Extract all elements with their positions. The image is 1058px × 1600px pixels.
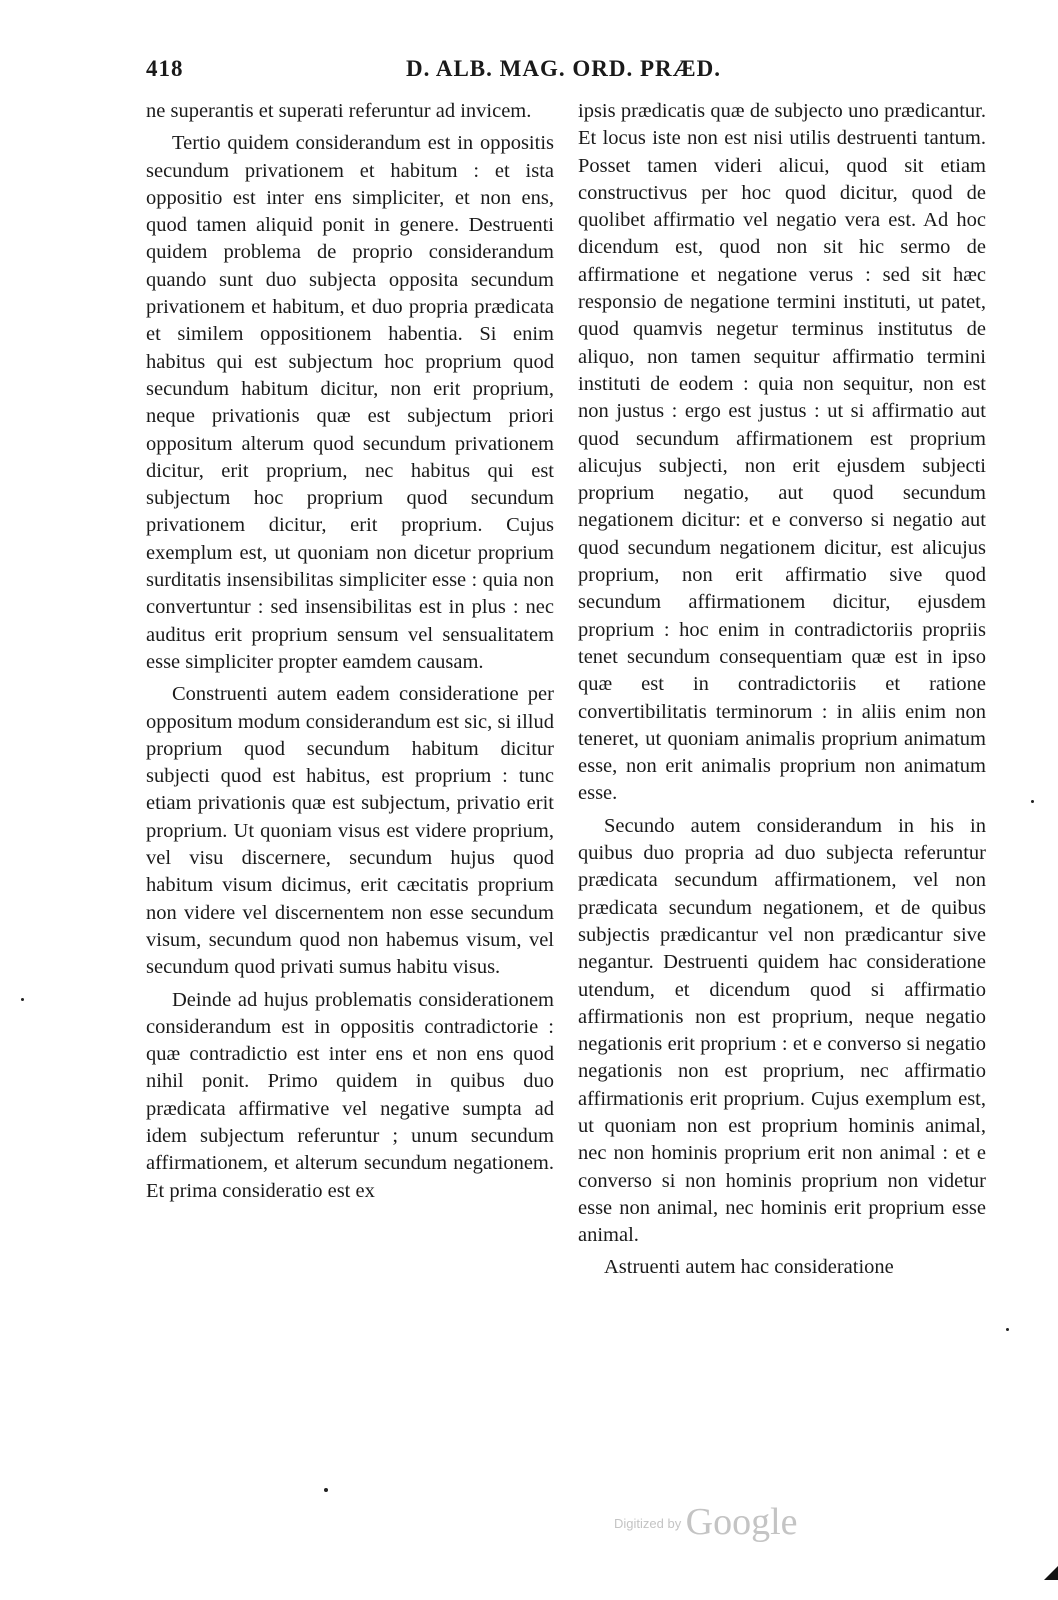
paragraph: Secundo autem considerandum in his in quibus duo propria ad duo subjecta referuntur prædicata secundum affirmationem, vel non prædicata secundum negationem, et de quibus subjectis prædicantur vel non prædicantur sive negantur. Destruenti quidem hac consideratione utendum, et dicendum quod si affirmatio affirmationis non est proprium, neque negatio negationis erit proprium : et e converso si negatio negationis non est proprium, nec affirmatio affirmationis erit proprium. Cujus exemplum est, ut quoniam non est proprium hominis animal, nec non hominis proprium erit non animal : et e converso si non hominis proprium non videtur esse non animal, nec hominis erit proprium esse animal. — [578, 814, 986, 1247]
left-column — [146, 98, 554, 1210]
watermark-prefix: Digitized by — [614, 1516, 682, 1531]
right-column — [578, 98, 986, 1287]
page-number: 418 — [146, 56, 184, 81]
ink-speck — [1031, 800, 1034, 803]
paragraph: ipsis prædicatis quæ de subjecto uno prædicantur. Et locus iste non est nisi utilis destruenti tantum. Posset tamen videri alicui, quod sit etiam constructivus per hoc quod dicitur, quod de quolibet affirmatio vel negatio vera est. Ad hoc dicendum est, quod non sit hic sermo de affirmatione et negatione verus : sed sit hæc responsio de negatione termini instituti, ut patet, quod quamvis negetur terminus institutus de aliquo, non tamen sequitur affirmatio termini instituti de eodem : quia non sequitur, non est non justus : ergo est justus : ut si affirmatio aut quod secundum affirmationem est proprium alicujus subjecti, non erit ejusdem subjecti proprium negatio, aut quod secundum negationem dicitur: et e converso si negatio aut quod secundum negationem dicitur, est alicujus proprium, non erit affirmatio sive quod secundum affirmationem dicitur, ejusdem proprium : hoc enim in contradictoriis propriis tenet secundum consequentiam quæ est in ipso quæ est in contradictoriis et ratione convertibilitatis terminorum : in aliis enim non teneret, ut quoniam animalis proprium animatum esse, non erit animalis proprium non animatum esse. — [578, 100, 986, 805]
page-corner-mark — [1044, 1566, 1058, 1580]
paragraph: Construenti autem eadem consideratione per oppositum modum considerandum est sic, si illud proprium quod secundum habitum dicitur subjecti quod est habitus, est proprium : tunc etiam privationis quæ est subjectum, privatio erit proprium. Ut quoniam visus est videre proprium, vel visu discernere, secundum hujus quod habitum visum dicimus, erit cæcitatis proprium non videre vel discernentem non esse secundum visum, secundum quod non habemus visum, vel secundum quod privati sumus habitu visus. — [146, 683, 554, 979]
paragraph: Tertio quidem considerandum est in oppositis secundum privationem et habitum : et ista oppositio est inter ens simpliciter, et non ens, quod tamen aliquid ponit in genere. Destruenti quidem problema de proprio considerandum quando sunt duo subjecta opposita secundum privationem et habitum, et duo propria prædicata et similem oppositionem habentia. Si enim habitus qui est subjectum hoc proprium quod secundum habitum dicitur, non erit proprium, neque privationis quæ est subjectum priori oppositum alterum quod secundum privationem dicitur, erit proprium, nec habitus qui est subjectum hoc proprium quod secundum privationem dicitur, erit proprium. Cujus exemplum est, ut quoniam non dicetur proprium surditatis insensibilitas simpliciter esse : quia non convertuntur : sed insensibilitas est in plus : nec auditus erit proprium sensum vel sensualitatem esse simpliciter propter eamdem causam. — [146, 132, 554, 673]
paragraph: Astruenti autem hac consideratione — [604, 1256, 894, 1279]
ink-speck — [1006, 1328, 1009, 1331]
ink-speck — [324, 1488, 328, 1492]
running-title: D. ALB. MAG. ORD. PRÆD. — [406, 56, 721, 81]
page-header — [146, 56, 986, 90]
paragraph: Deinde ad hujus problematis considerationem considerandum est in oppositis contradictorie : quæ contradictio est inter ens et non ens quod nihil ponit. Primo quidem in quibus duo prædicata affirmative vel negative sumpta ad idem subjectum referuntur ; unum secundum affirmationem, et alterum secundum negationem. Et prima consideratio est ex — [146, 988, 554, 1202]
google-logo: Google — [685, 1501, 798, 1543]
paragraph: ne superantis et superati referuntur ad invicem. — [146, 100, 532, 122]
ink-speck — [21, 998, 24, 1001]
digitization-watermark — [614, 1500, 798, 1544]
